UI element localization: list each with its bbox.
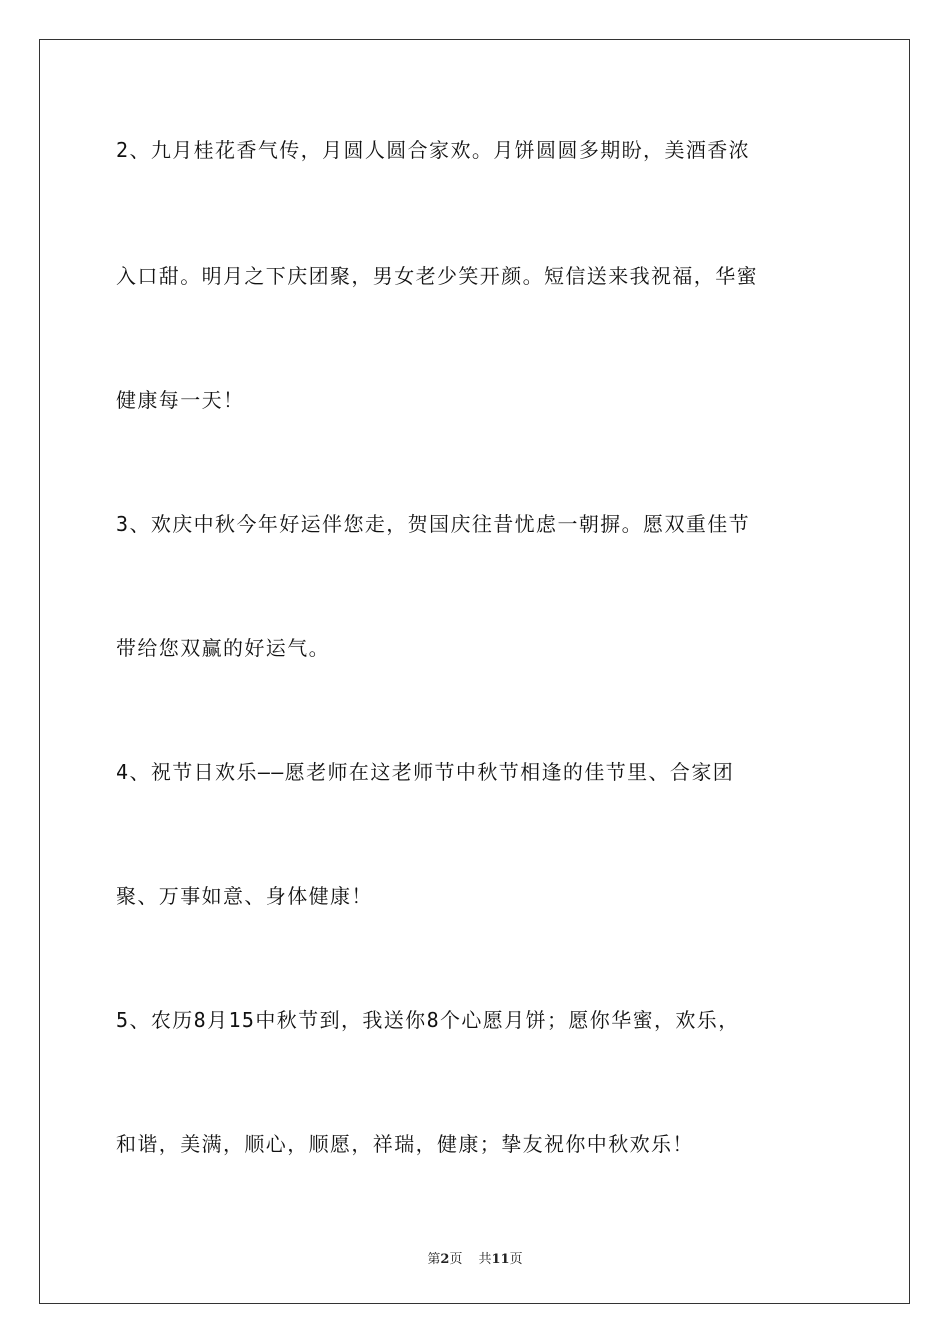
- total-suffix: 页: [509, 1252, 523, 1267]
- text-line-9: 和谐，美满，顺心，顺愿，祥瑞，健康；挚友祝你中秋欢乐！: [116, 1132, 694, 1156]
- page-prefix: 第: [427, 1252, 441, 1267]
- text-line-8: 5、农历8月15中秋节到，我送你8个心愿月饼；愿你华蜜，欢乐，: [116, 1008, 740, 1032]
- text-line-6: 4、祝节日欢乐——愿老师在这老师节中秋节相逢的佳节里、合家团: [116, 760, 735, 784]
- text-line-1: 2、九月桂花香气传，月圆人圆合家欢。月饼圆圆多期盼，美酒香浓: [116, 138, 751, 162]
- page-number: 2: [440, 1252, 450, 1267]
- text-line-2: 入口甜。明月之下庆团聚，男女老少笑开颜。短信送来我祝福，华蜜: [116, 264, 758, 288]
- page-suffix: 页: [449, 1252, 463, 1267]
- total-prefix: 共: [478, 1252, 492, 1267]
- page-frame: [39, 39, 910, 1304]
- text-line-7: 聚、万事如意、身体健康！: [116, 884, 373, 908]
- text-line-3: 健康每一天！: [116, 388, 245, 412]
- text-line-5: 带给您双赢的好运气。: [116, 636, 330, 660]
- page-footer: [0, 1248, 950, 1267]
- total-pages: 11: [491, 1252, 510, 1267]
- text-line-4: 3、欢庆中秋今年好运伴您走，贺国庆往昔忧虑一朝摒。愿双重佳节: [116, 512, 751, 536]
